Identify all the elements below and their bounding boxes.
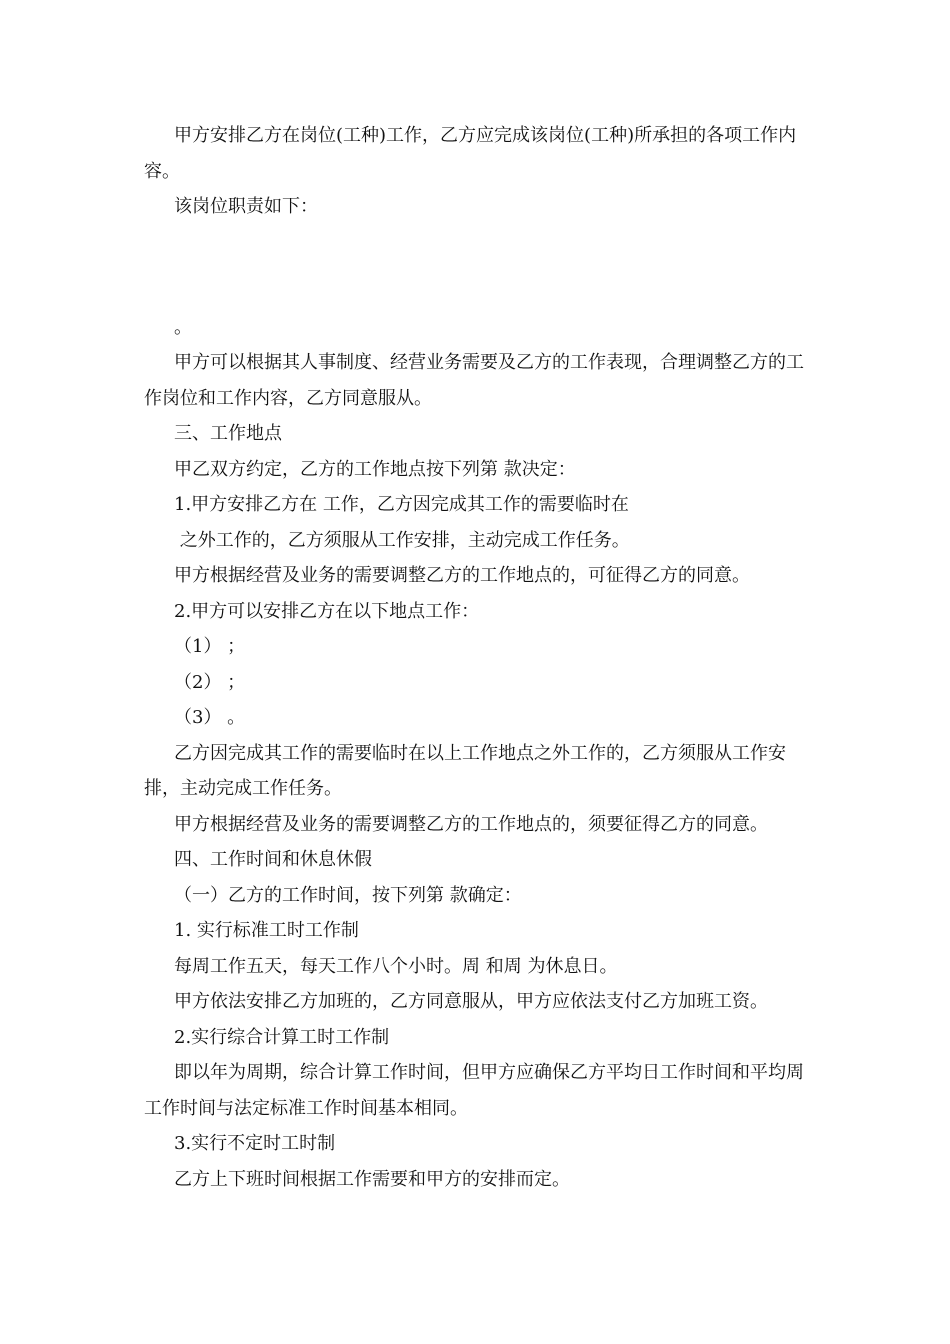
paragraph-flexible-hours-detail: 乙方上下班时间根据工作需要和甲方的安排而定。 xyxy=(174,1168,570,1190)
paragraph-comprehensive-hours-detail: 即以年为周期，综合计算工作时间，但甲方应确保乙方平均日工作时间和平均周工作时间与法定标准工作时间基本相同。 xyxy=(144,1062,804,1119)
section-heading-work-time: 四、工作时间和休息休假 xyxy=(174,849,372,870)
paragraph-location-agreement: 甲乙双方约定，乙方的工作地点按下列第 款决定： xyxy=(174,458,576,480)
document-body xyxy=(144,118,812,1197)
paragraph-duties-heading: 该岗位职责如下： xyxy=(174,196,318,217)
list-item-location-3: （3） 。 xyxy=(174,707,246,728)
paragraph-standard-hours: 1. 实行标准工时工作制 xyxy=(174,920,359,941)
section-heading-work-location: 三、工作地点 xyxy=(174,423,282,444)
list-item-location-1: （1） ； xyxy=(174,636,246,657)
paragraph-flexible-hours: 3.实行不定时工时制 xyxy=(174,1133,336,1154)
paragraph-location-option-2: 2.甲方可以安排乙方在以下地点工作： xyxy=(174,600,480,622)
paragraph-temporary-work: 乙方因完成其工作的需要临时在以上工作地点之外工作的，乙方须服从工作安排，主动完成工作任务。 xyxy=(144,742,786,799)
paragraph-location-adjust-2: 甲方根据经营及业务的需要调整乙方的工作地点的，须要征得乙方的同意。 xyxy=(174,813,768,835)
list-item-location-2: （2） ； xyxy=(174,671,246,693)
blank-duties-space xyxy=(144,225,812,310)
paragraph-duties-end: 。 xyxy=(174,316,192,338)
paragraph-post-assignment: 甲方安排乙方在岗位(工种)工作，乙方应完成该岗位(工种)所承担的各项工作内容。 xyxy=(144,125,797,182)
paragraph-adjust-post: 甲方可以根据其人事制度、经营业务需要及乙方的工作表现，合理调整乙方的工作岗位和工作内容，乙方同意服从。 xyxy=(144,352,804,409)
paragraph-comprehensive-hours: 2.实行综合计算工时工作制 xyxy=(174,1026,390,1048)
paragraph-location-adjust-1: 甲方根据经营及业务的需要调整乙方的工作地点的，可征得乙方的同意。 xyxy=(174,565,750,586)
paragraph-location-option-1: 1.甲方安排乙方在 工作，乙方因完成其工作的需要临时在 xyxy=(174,494,629,515)
paragraph-location-option-1-cont: 之外工作的，乙方须服从工作安排，主动完成工作任务。 xyxy=(174,529,630,551)
paragraph-standard-hours-detail: 每周工作五天，每天工作八个小时。周 和周 为休息日。 xyxy=(174,955,618,977)
paragraph-work-time-intro: （一）乙方的工作时间，按下列第 款确定： xyxy=(174,884,522,906)
paragraph-overtime: 甲方依法安排乙方加班的，乙方同意服从，甲方应依法支付乙方加班工资。 xyxy=(174,991,768,1012)
